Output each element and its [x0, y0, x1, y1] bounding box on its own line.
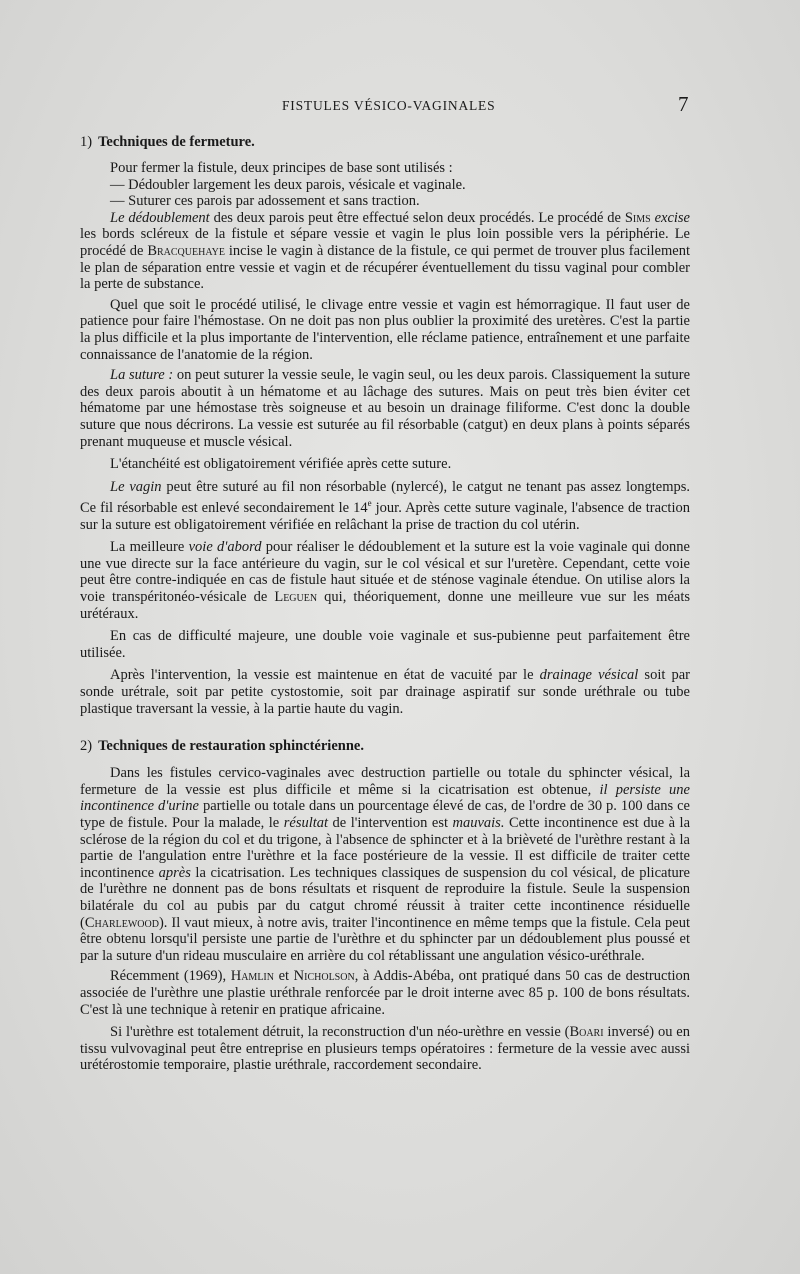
text-run: la cicatrisation. Les techniques classiques de suspension du col vésical, de plicature de l'urèthre ne donnent pas de bons résultats et risquent de reproduire la fistule. Seule la suspension bilatérale du col au pubis par du catgut chromé réussit à traiter cette incontinence résiduelle ( — [80, 864, 690, 931]
text-run: Récemment (1969), — [110, 968, 231, 985]
author-name: Boari — [569, 1024, 604, 1041]
list-item: — Suturer ces parois par adossement et sans traction. — [110, 193, 420, 210]
body-text — [80, 133, 690, 1074]
text-run: jour. Après cette suture vaginale, l'absence de traction sur la suture est obligatoirement vérifiée en relâchant la prise de traction du col utérin. — [80, 500, 690, 533]
text-run: incise le vagin à distance de la fistule, ce qui permet de trouver plus facilement le plan de séparation entre vessie et vagin et de récupérer éventuellement du tissu vaginal pour combler la perte de substance. — [80, 242, 690, 293]
paragraph — [80, 367, 690, 450]
section-title: Techniques de fermeture. — [98, 134, 255, 150]
paragraph: Quel que soit le procédé utilisé, le clivage entre vessie et vagin est hémorragique. Il faut user de patience pour faire l'hémostase. On ne doit pas non plus oublier la proximité des uretères. C'est la partie la plus difficile et la plus importante de l'intervention, elle réclame patience, entraînement et une parfaite connaissance de l'anatomie de la région. — [80, 296, 690, 363]
text-run: partielle ou totale dans un pourcentage élevé de cas, de l'ordre de 30 p. 100 dans ce type de fistule. Pour la malade, le — [80, 798, 690, 832]
author-name: Bracquehaye — [147, 242, 225, 259]
author-name: Charlewood — [84, 914, 159, 931]
text-run: Après l'intervention, la vessie est maintenue en état de vacuité par le — [110, 667, 540, 684]
author-name: Nicholson — [293, 968, 355, 985]
section-heading-2 — [80, 737, 690, 755]
section-heading-1 — [80, 133, 690, 151]
text-run: pour réaliser le dédoublement et la suture est la voie vaginale qui donne une vue directe sur la face antérieure du vagin, sur le col vésical et sur l'uretère. Cependant, cette voie peut être contre-indiquée en cas de fistule haut située et de sténose vaginale étendue. On utilise alors la voie transpéritonéo-vésicale de — [80, 539, 690, 606]
section-title: Techniques de restauration sphinctérienne. — [98, 738, 364, 755]
paragraph — [80, 210, 690, 293]
text-run: ). Il vaut mieux, à notre avis, traiter l'incontinence en même temps que la fistule. Cela peut être obtenu lorsqu'il persiste une partie de l'urèthre et du sphincter par un dédoublement plus poussé et par la suture d'un rideau musculaire en arrière du col rétablissant une angulation vésico-uréthrale. — [80, 914, 690, 964]
author-name: Sims — [624, 209, 651, 226]
text-run: , à Addis-Abéba, ont pratiqué dans 50 cas de destruction associée de l'urèthre une plastie uréthrale renforcée par le droit interne avec 85 p. 100 de bons résultats. C'est là une technique à retenir en pratique africaine. — [80, 968, 690, 1018]
text-run: Cette incontinence est due à la sclérose de la région du col et du trigone, à l'absence de sphincter et à la brièveté de l'urèthre restant à la partie de l'angulation entre l'urèthre et la face postérieure de la vessie. Il est difficile de traiter cette incontinence — [80, 815, 691, 881]
author-name: Leguen — [274, 589, 318, 606]
list-item: — Dédoubler largement les deux parois, vésicale et vaginale. — [110, 176, 466, 193]
paragraph — [80, 667, 690, 717]
text-run: et — [273, 968, 294, 985]
italic-term: après — [158, 864, 191, 881]
italic-term: drainage vésical — [539, 667, 639, 684]
text-run: des deux parois peut être effectué selon deux procédés. Le procédé de — [209, 209, 625, 226]
italic-term: voie d'abord — [188, 539, 262, 556]
text-run: inversé) ou en tissu vulvovaginal peut être entreprise en plusieurs temps opératoires : fermeture de la vessie avec aussi urétérostomie temporaire, plastie uréthrale, raccordement secondaire. — [80, 1024, 690, 1074]
author-name: Hamlin — [230, 968, 274, 985]
paragraph — [80, 539, 690, 622]
italic-term: excise — [654, 209, 690, 226]
text-run: qui, théoriquement, donne une meilleure vue sur les méats urétéraux. — [80, 589, 690, 622]
paragraph: Pour fermer la fistule, deux principes de base sont utilisés : — [110, 160, 453, 176]
italic-term: résultat — [283, 815, 329, 832]
text-run: Dans les fistules cervico-vaginales avec destruction partielle ou totale du sphincter vésical, la fermeture de la vessie est plus difficile et même si la cicatrisation est obtenue, — [80, 765, 690, 798]
italic-term: mauvais. — [452, 815, 505, 832]
paragraph: En cas de difficulté majeure, une double voie vaginale et sus-pubienne peut parfaitement être utilisée. — [80, 628, 690, 661]
paragraph — [80, 765, 690, 964]
text-run: de l'intervention est — [328, 815, 453, 832]
text-run: les bords scléreux de la fistule et sépare vessie et vagin le plus loin possible vers la périphérie. Le procédé de — [80, 226, 690, 259]
paragraph — [80, 968, 690, 1018]
italic-term: il persiste une incontinence d'urine — [80, 781, 690, 815]
text-run: soit par sonde urétrale, soit par petite cystostomie, soit par drainage aspiratif sur sonde uréthrale ou tube plastique traversant la vessie, à la partie haute du vagin. — [80, 667, 690, 717]
text-run: on peut suturer la vessie seule, le vagin seul, ou les deux parois. Classiquement la suture des deux parois aboutit à un hématome et au lâchage des sutures. Mais on peut très bien éviter cet hématome par une hémostase très soigneuse et au besoin un drainage filiforme. C'est donc la double suture que nous décrirons. La vessie est suturée au fil résorbable (catgut) en deux plans à points séparés prenant muqueuse et muscle vésical. — [80, 367, 691, 450]
italic-term: Le vagin — [110, 478, 162, 495]
text-run: Si l'urèthre est totalement détruit, la reconstruction d'un néo-urèthre en vessie ( — [110, 1024, 570, 1041]
paragraph — [80, 479, 690, 534]
paragraph — [80, 1024, 690, 1074]
section-number: 1) — [80, 134, 93, 150]
paragraph: L'étanchéité est obligatoirement vérifiée après cette suture. — [110, 456, 452, 473]
text-run: peut être suturé au fil non résorbable (nylercé), le catgut ne tenant pas assez longtemps. Ce fil résorbable est enlevé secondairement le 14 — [80, 478, 690, 517]
page-number: 7 — [678, 92, 689, 116]
section-number: 2) — [80, 738, 93, 755]
superscript: e — [367, 498, 372, 509]
italic-term: Le dédoublement — [110, 209, 210, 226]
italic-term: La suture : — [110, 367, 174, 384]
running-head: FISTULES VÉSICO-VAGINALES — [282, 98, 496, 113]
text-run: La meilleure — [110, 539, 189, 556]
